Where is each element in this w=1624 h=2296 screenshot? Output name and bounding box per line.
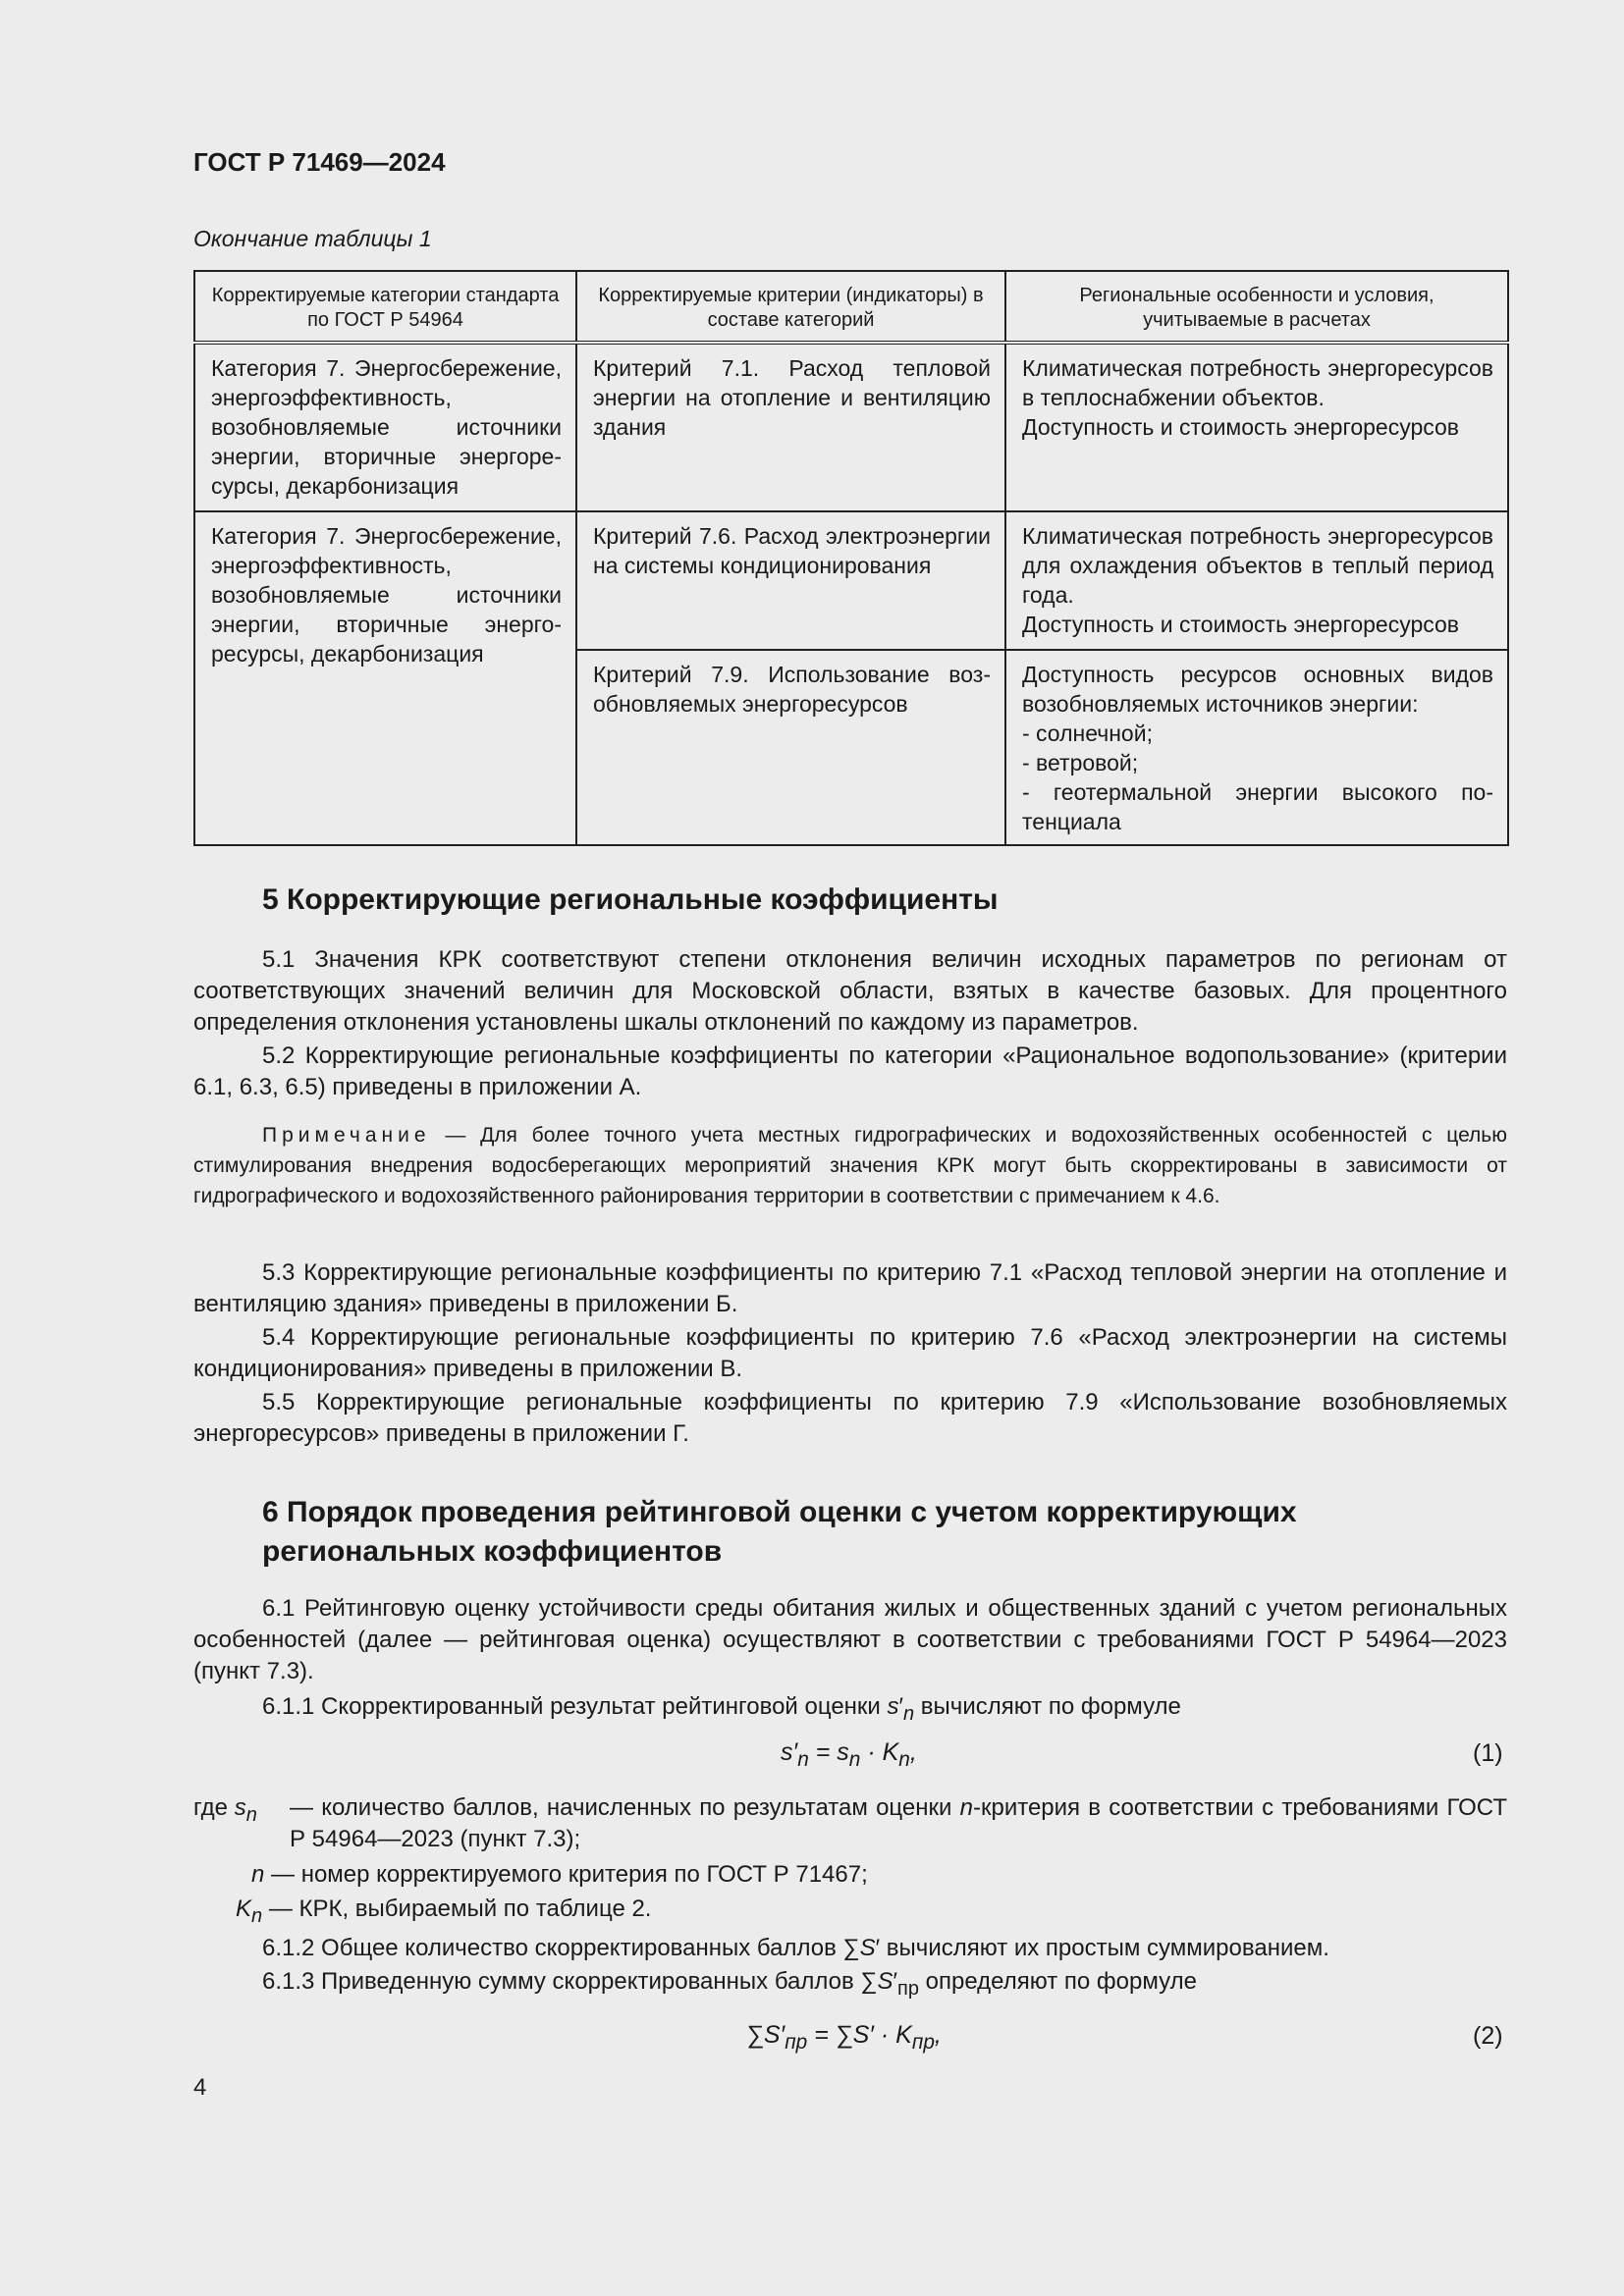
cell-criterion: Критерий 7.6. Расход электроэнергии на системы кондиционирования bbox=[576, 511, 1005, 650]
formula-1: $s'_n = s_n \cdot K_n$, bbox=[781, 1738, 917, 1771]
legend-sn: — количество баллов, начисленных по результатам оценки n-критерия в соответствии с требованиями ГОСТ Р 54964—2023 (пункт 7.3); bbox=[290, 1794, 1508, 1852]
text: — КРК, выбираемый по таблице 2. bbox=[268, 1896, 652, 1922]
table-row bbox=[194, 511, 1508, 650]
cell-conditions bbox=[1005, 650, 1508, 845]
text: определяют по формуле bbox=[919, 1968, 1197, 1995]
text: 6.1.2 Общее количество скорректированных баллов bbox=[262, 1935, 843, 1961]
paragraph-6-1-3: 6.1.3 Приведенную сумму скорректированных баллов $\sum S'_{пр}$ определяют по формуле bbox=[262, 1968, 1197, 2000]
paragraph-5-4: 5.4 Корректирующие региональные коэффициенты по критерию 7.6 «Расход электроэнергии на системы кондиционирования» приведены в приложении В. bbox=[193, 1324, 1507, 1382]
legend-where: где $s_n$ bbox=[193, 1794, 257, 1826]
paragraph-6-1-2: 6.1.2 Общее количество скорректированных баллов ∑S′ вычисляют их простым суммированием. bbox=[262, 1935, 1329, 1961]
list-item: - солнечной; bbox=[1022, 721, 1153, 746]
note bbox=[193, 1120, 1507, 1211]
paragraph-5-1: 5.1 Значения КРК соответствуют степени отклонения величин исходных параметров по регионам от соответствующих значений величин для Московской области, взятых в качестве базовых. Для процентного определения отклонения установлены шкалы отклонений по каждому из параметров. bbox=[193, 946, 1507, 1036]
cell-conditions bbox=[1005, 343, 1508, 511]
document-header: ГОСТ Р 71469—2024 bbox=[193, 147, 446, 177]
text: где bbox=[193, 1794, 229, 1821]
formula-2-number: (2) bbox=[1473, 2022, 1503, 2050]
paragraph-5-2: 5.2 Корректирующие региональные коэффициенты по категории «Рациональное водопользование» (критерии 6.1, 6.3, 6.5) приведены в приложении А. bbox=[193, 1042, 1507, 1100]
paragraph-5-3: 5.3 Корректирующие региональные коэффициенты по критерию 7.1 «Расход тепловой энергии на отопление и вентиляцию здания» приведены в приложении Б. bbox=[193, 1259, 1507, 1317]
formula-1-number: (1) bbox=[1473, 1739, 1503, 1767]
section-5-heading: 5 Корректирующие региональные коэффициенты bbox=[262, 883, 999, 916]
text: -критерия в соответствии с требованиями ГОСТ Р 54964—2023 (пункт 7.3); bbox=[290, 1794, 1508, 1852]
paragraph-6-1-1: 6.1.1 Скорректированный результат рейтинговой оценки $s'_n$ вычисляют по формуле bbox=[262, 1693, 1181, 1725]
conditions-line: Доступность ресурсов основных видов возобновляемых источников энергии: bbox=[1022, 662, 1493, 717]
paragraph-5-5: 5.5 Корректирующие региональные коэффициенты по критерию 7.9 «Использование возобновляемых энергоресурсов» приведены в приложении Г. bbox=[193, 1389, 1507, 1447]
section-6-heading bbox=[262, 1493, 1297, 1572]
cell-criterion: Критерий 7.9. Использование возобновляемых энергоресурсов bbox=[576, 650, 1005, 845]
table-header-row bbox=[194, 271, 1508, 343]
conditions-line: Климатическая потребность энергоресурсов в теплоснабжении объектов. bbox=[1022, 355, 1493, 410]
list-item: - геотермальной энергии высокого потенциала bbox=[1022, 779, 1493, 834]
cell-category: Категория 7. Энергосбережение, энергоэффективность, возобновляемые источники энергии, вторичные энергоресурсы, декарбонизация bbox=[194, 511, 576, 845]
section-6-heading-line: 6 Порядок проведения рейтинговой оценки с учетом корректирующих bbox=[262, 1496, 1297, 1528]
conditions-line: Доступность и стоимость энергоресурсов bbox=[1022, 612, 1460, 637]
page-number: 4 bbox=[193, 2074, 207, 2101]
conditions-line: Доступность и стоимость энергоресурсов bbox=[1022, 414, 1460, 440]
text: — номер корректируемого критерия по ГОСТ Р 71467; bbox=[271, 1861, 868, 1888]
table-row bbox=[194, 343, 1508, 511]
legend-n: n — номер корректируемого критерия по ГОСТ Р 71467; bbox=[251, 1861, 868, 1888]
text: — количество баллов, начисленных по результатам оценки bbox=[290, 1794, 960, 1821]
table-1 bbox=[193, 270, 1509, 846]
text: вычисляют их простым суммированием. bbox=[880, 1935, 1329, 1961]
note-text: — Для более точного учета местных гидрографических и водохозяйственных особенностей с целью стимулирования внедрения водосберегающих мероприятий значения КРК могут быть скорректированы в зависимости от гидрографического и водохозяйственного районирования территории в соответствии с примечанием к 4.6. bbox=[193, 1124, 1507, 1207]
cell-conditions bbox=[1005, 511, 1508, 650]
section-6-heading-line: региональных коэффициентов bbox=[262, 1535, 723, 1568]
header-cell-conditions: Региональные особенности и условия, учитываемые в расчетах bbox=[1005, 271, 1508, 343]
table-caption: Окончание таблицы 1 bbox=[193, 226, 432, 251]
paragraph-6-1: 6.1 Рейтинговую оценку устойчивости среды обитания жилых и общественных зданий с учетом региональных особенностей (далее — рейтинговая оценка) осуществляют в соответствии с требованиями ГОСТ Р 54964—2023 (пункт 7.3). bbox=[193, 1595, 1507, 1684]
legend-kn: $K_n$ — КРК, выбираемый по таблице 2. bbox=[236, 1896, 652, 1927]
text: вычисляют по формуле bbox=[914, 1693, 1181, 1720]
text: 6.1.3 Приведенную сумму скорректированных баллов bbox=[262, 1968, 861, 1995]
text: 6.1.1 Скорректированный результат рейтинговой оценки bbox=[262, 1693, 888, 1720]
header-cell-categories: Корректируемые категории стандарта по ГОСТ Р 54964 bbox=[194, 271, 576, 343]
cell-criterion: Критерий 7.1. Расход тепловой энергии на отопление и вентиляцию здания bbox=[576, 343, 1005, 511]
cell-category: Категория 7. Энергосбережение, энергоэффективность, возобновляемые источники энергии, вторичные энергоресурсы, декарбонизация bbox=[194, 343, 576, 511]
header-cell-criteria: Корректируемые критерии (индикаторы) в составе категорий bbox=[576, 271, 1005, 343]
list-item: - ветровой; bbox=[1022, 750, 1139, 775]
formula-2: $\sum S'_{пр} = \sum S' \cdot K_{пр}$, bbox=[746, 2021, 942, 2054]
note-label: Примечание bbox=[262, 1124, 431, 1147]
conditions-line: Климатическая потребность энергоресурсов для охлаждения объектов в теплый период года. bbox=[1022, 523, 1493, 608]
